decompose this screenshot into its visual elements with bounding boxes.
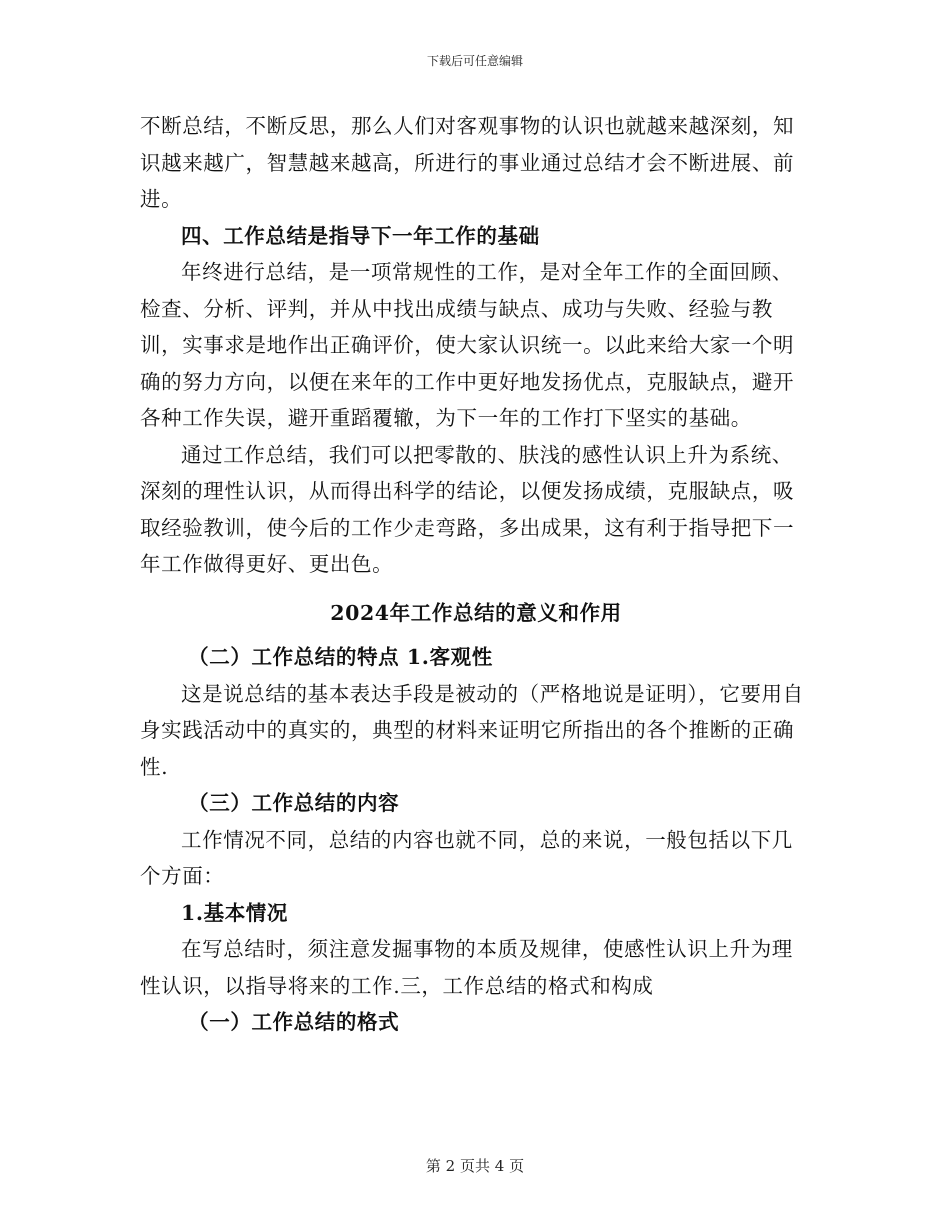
paragraph-through-summary: 通过工作总结，我们可以把零散的、肤浅的感性认识上升为系统、深刻的理性认识，从而得出科学的结论，以便发扬成绩，克服缺点，吸取经验教训，使今后的工作少走弯路，多出成果，这有利于指导把下一年工作做得更好、更出色。: [140, 442, 795, 576]
paragraph-continued: 不断总结，不断反思，那么人们对客观事物的认识也就越来越深刻，知识越来越广，智慧越来越高，所进行的事业通过总结才会不断进展、前进。: [140, 114, 795, 211]
subheading-content: （三）工作总结的内容: [188, 791, 400, 815]
paragraph-content-intro: 工作情况不同，总结的内容也就不同，总的来说，一般包括以下几个方面：: [140, 827, 793, 888]
subheading-basic-situation: 1.基本情况: [181, 900, 289, 925]
paragraph-writing-notes: 在写总结时，须注意发掘事物的本质及规律，使感性认识上升为理性认识，以指导将来的工作.三，工作总结的格式和构成: [140, 937, 793, 998]
section-title: 2024年工作总结的意义和作用: [330, 600, 622, 625]
subheading-format: （一）工作总结的格式: [188, 1010, 400, 1034]
page-header: 下载后可任意编辑: [426, 54, 523, 68]
page-footer: 第 2 页共 4 页: [425, 1157, 525, 1175]
paragraph-year-end-summary: 年终进行总结，是一项常规性的工作，是对全年工作的全面回顾、检查、分析、评判，并从中找出成绩与缺点、成功与失败、经验与教训，实事求是地作出正确评价，使大家认识统一。以此来给大家一个明确的努力方向，以便在来年的工作中更好地发扬优点，克服缺点，避开各种工作失误，避开重蹈覆辙，为下一年的工作打下坚实的基础。: [140, 260, 795, 430]
paragraph-objectivity: 这是说总结的基本表达手段是被动的（严格地说是证明），它要用自身实践活动中的真实的，典型的材料来证明它所指出的各个推断的正确性.: [140, 681, 804, 779]
subheading-features: （二）工作总结的特点 1.客观性: [188, 645, 493, 669]
section-heading-four: 四、工作总结是指导下一年工作的基础: [181, 223, 540, 248]
document-body: [140, 108, 812, 1041]
